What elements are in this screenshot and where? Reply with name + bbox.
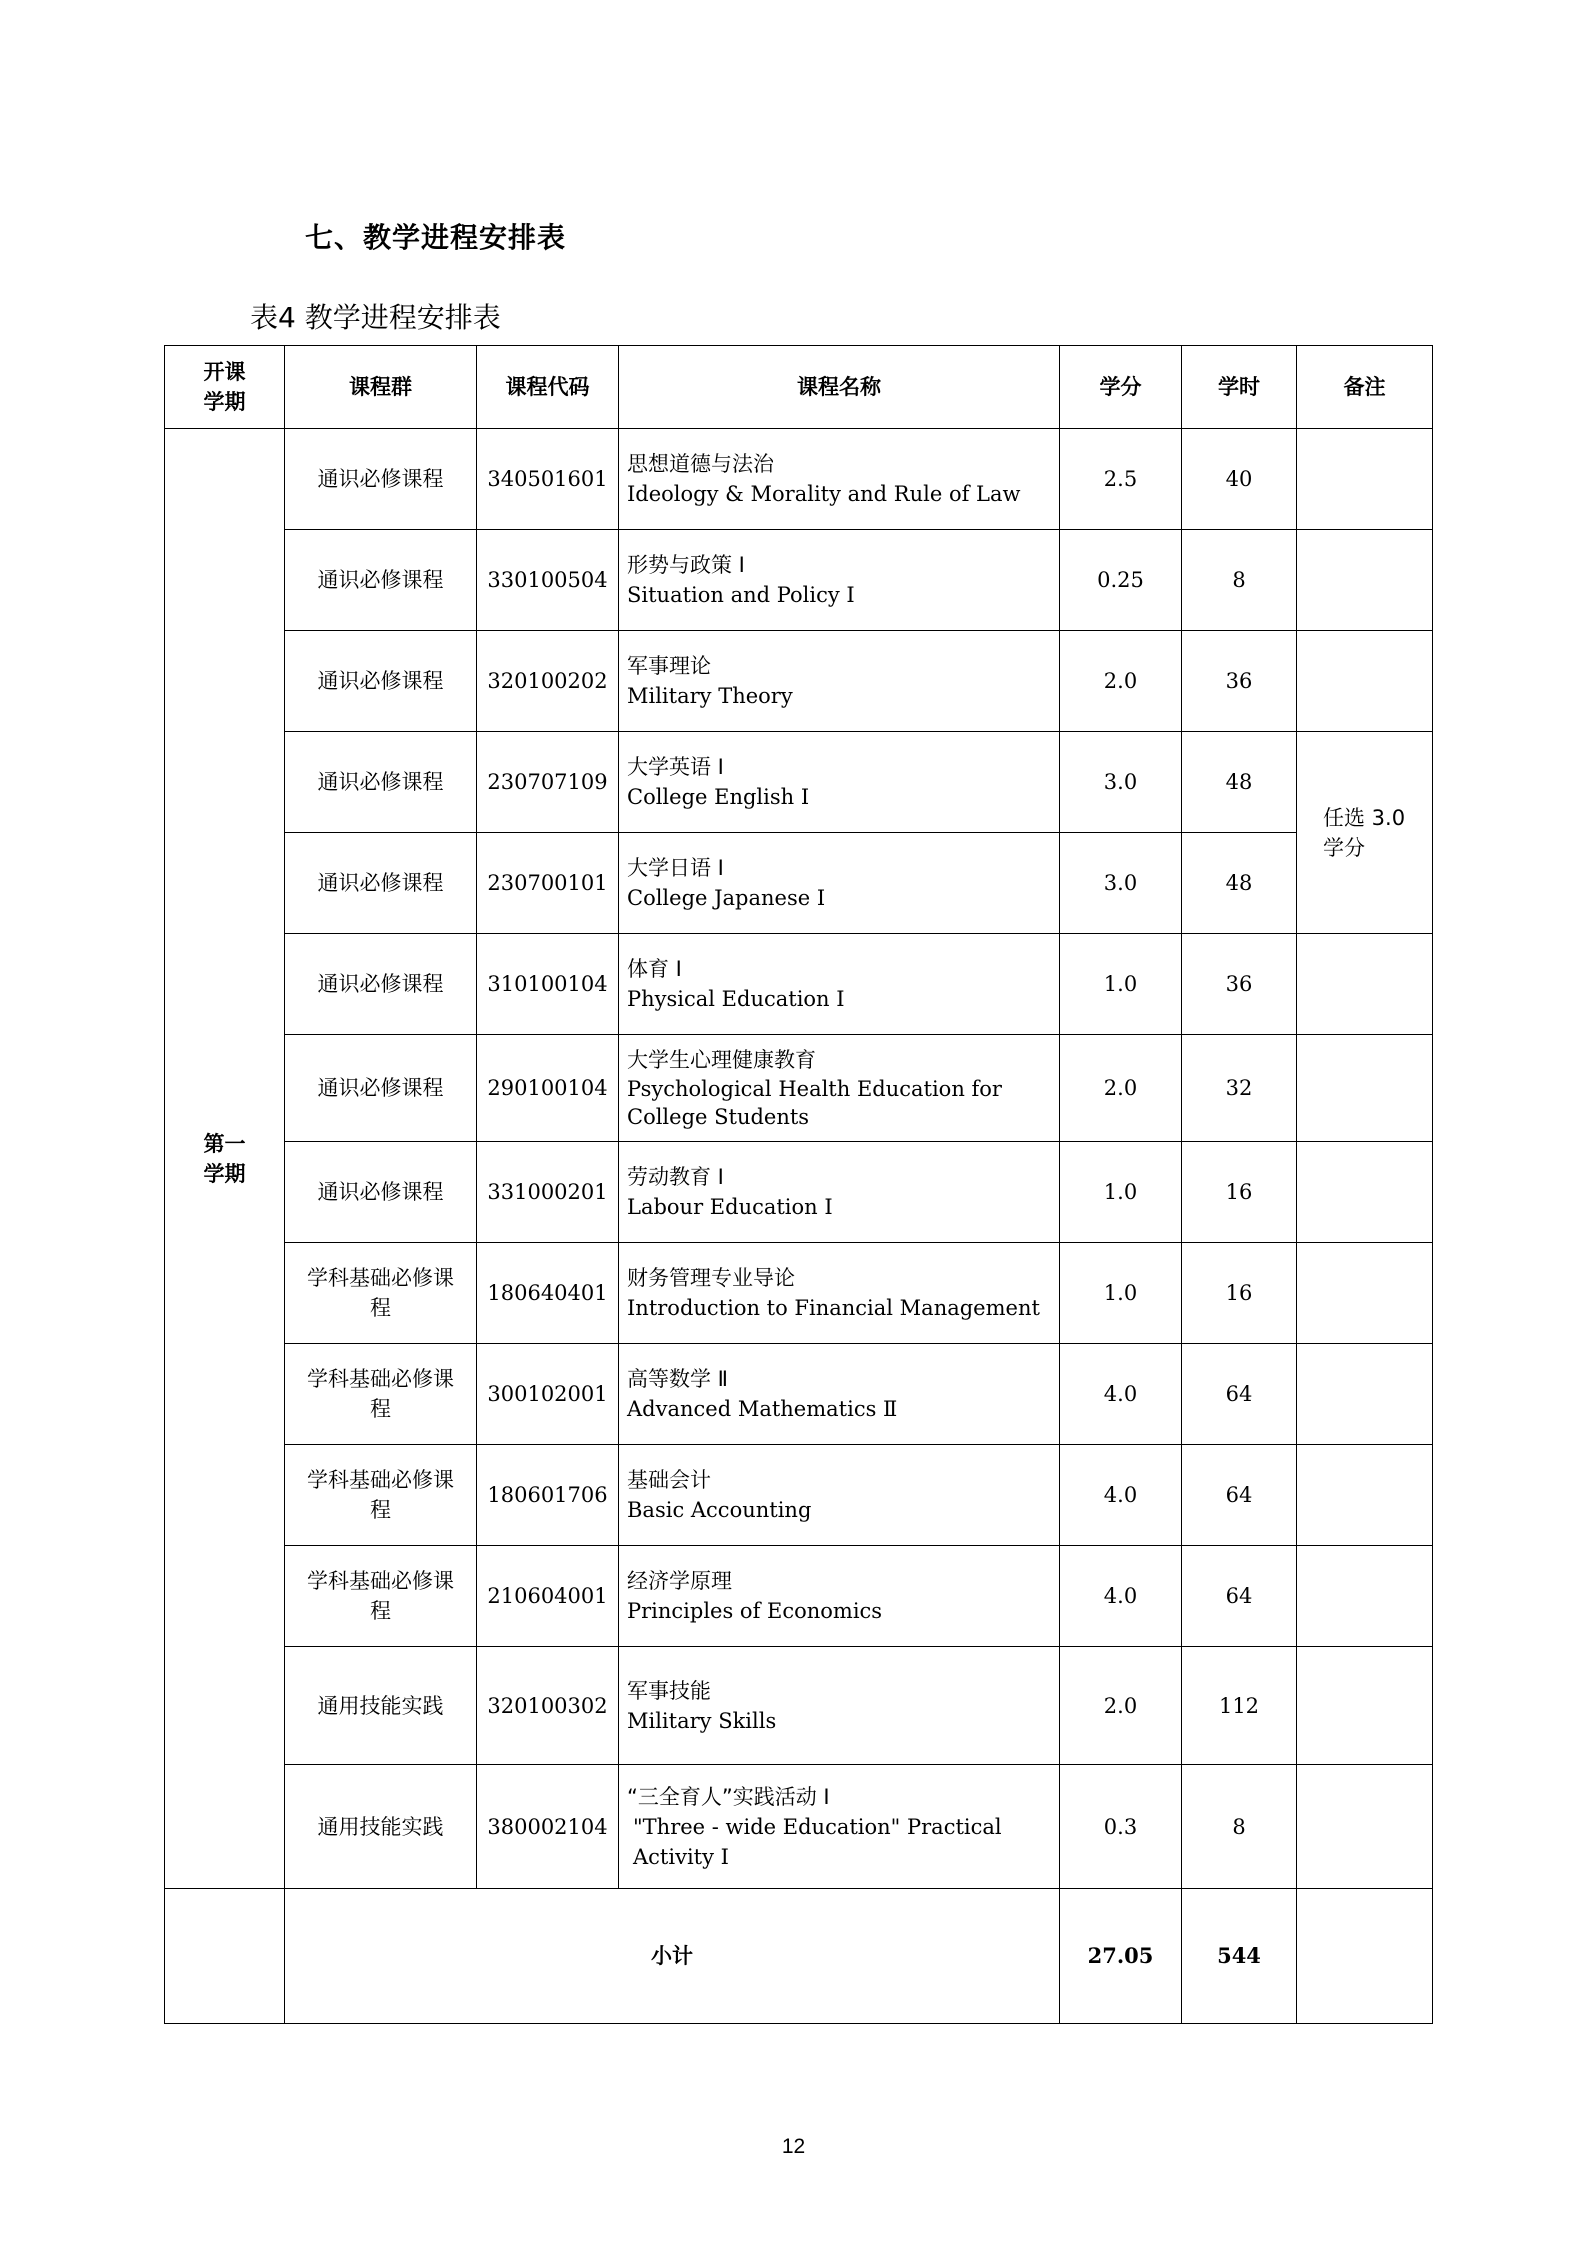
credit-cell: 0.25 (1060, 530, 1182, 631)
name-zh: 大学英语 Ⅰ (627, 755, 724, 779)
hours-cell: 112 (1182, 1647, 1297, 1765)
code-cell: 320100202 (477, 631, 619, 732)
note-cell (1297, 1445, 1433, 1546)
name-en: Labour Education Ⅰ (627, 1195, 833, 1219)
hours-cell: 36 (1182, 631, 1297, 732)
note-cell (1297, 530, 1433, 631)
name-zh: 形势与政策 Ⅰ (627, 553, 745, 577)
table-row (165, 530, 1433, 631)
name-en: Introduction to Financial Management (627, 1296, 1040, 1320)
group-cell: 通识必修课程 (285, 1142, 477, 1243)
table-caption: 表4 教学进程安排表 (250, 301, 501, 334)
table-row (165, 1344, 1433, 1445)
code-cell: 230700101 (477, 833, 619, 934)
note-cell (1297, 429, 1433, 530)
name-cell (619, 833, 1060, 934)
code-cell: 230707109 (477, 732, 619, 833)
name-cell (619, 1243, 1060, 1344)
code-cell: 340501601 (477, 429, 619, 530)
header-group: 课程群 (285, 346, 477, 429)
table-row (165, 1243, 1433, 1344)
note-cell (1297, 1142, 1433, 1243)
name-zh: 劳动教育 Ⅰ (627, 1165, 724, 1189)
subtotal-credit: 27.05 (1060, 1889, 1182, 2024)
section-title: 七、教学进程安排表 (305, 221, 567, 254)
credit-cell: 4.0 (1060, 1445, 1182, 1546)
subtotal-label: 小计 (285, 1889, 1060, 2024)
name-cell (619, 1035, 1060, 1142)
name-cell (619, 1546, 1060, 1647)
hours-cell: 36 (1182, 934, 1297, 1035)
table-row (165, 1445, 1433, 1546)
subtotal-hours: 544 (1182, 1889, 1297, 2024)
group-cell: 通用技能实践 (285, 1765, 477, 1889)
note-cell (1297, 631, 1433, 732)
table-row (165, 1546, 1433, 1647)
table-row (165, 1647, 1433, 1765)
name-en: College English Ⅰ (627, 785, 810, 809)
credit-cell: 2.0 (1060, 1647, 1182, 1765)
table-row (165, 1142, 1433, 1243)
credit-cell: 1.0 (1060, 1243, 1182, 1344)
hours-cell: 16 (1182, 1142, 1297, 1243)
name-zh: 思想道德与法治 (627, 452, 774, 476)
hours-cell: 64 (1182, 1445, 1297, 1546)
name-cell (619, 1344, 1060, 1445)
name-en: Military Skills (627, 1708, 777, 1733)
code-cell: 330100504 (477, 530, 619, 631)
note-cell (1297, 1765, 1433, 1889)
name-en: Psychological Health Education for College Students (627, 1077, 1002, 1129)
header-semester: 开课学期 (165, 346, 285, 429)
name-cell (619, 1647, 1060, 1765)
code-cell: 310100104 (477, 934, 619, 1035)
name-cell (619, 1142, 1060, 1243)
code-cell: 180601706 (477, 1445, 619, 1546)
credit-cell: 1.0 (1060, 1142, 1182, 1243)
note-cell (1297, 1243, 1433, 1344)
name-en: Principles of Economics (627, 1599, 883, 1623)
name-en: Physical Education Ⅰ (627, 987, 845, 1011)
credit-cell: 2.0 (1060, 631, 1182, 732)
table-row (165, 429, 1433, 530)
group-cell: 通识必修课程 (285, 934, 477, 1035)
name-zh: 经济学原理 (627, 1569, 732, 1593)
note-cell (1297, 1647, 1433, 1765)
name-cell (619, 1765, 1060, 1889)
table-row (165, 732, 1433, 833)
group-cell: 通识必修课程 (285, 833, 477, 934)
hours-cell: 32 (1182, 1035, 1297, 1142)
header-hours: 学时 (1182, 346, 1297, 429)
name-zh: 财务管理专业导论 (627, 1266, 795, 1290)
table-row (165, 1765, 1433, 1889)
elective-note-cell: 任选 3.0学分 (1297, 732, 1433, 934)
subtotal-empty-cell (165, 1889, 285, 2024)
code-cell: 320100302 (477, 1647, 619, 1765)
name-zh: 高等数学 Ⅱ (627, 1367, 729, 1391)
subtotal-note (1297, 1889, 1433, 2024)
name-en: "Three - wide Education" Practical Activity Ⅰ (633, 1814, 1002, 1869)
header-name: 课程名称 (619, 346, 1060, 429)
credit-cell: 1.0 (1060, 934, 1182, 1035)
name-en: Situation and Policy Ⅰ (627, 583, 855, 607)
credit-cell: 2.5 (1060, 429, 1182, 530)
name-cell (619, 530, 1060, 631)
note-cell (1297, 1546, 1433, 1647)
table-row (165, 631, 1433, 732)
code-cell: 331000201 (477, 1142, 619, 1243)
hours-cell: 64 (1182, 1546, 1297, 1647)
hours-cell: 8 (1182, 1765, 1297, 1889)
name-cell (619, 631, 1060, 732)
name-en: Basic Accounting (627, 1498, 812, 1522)
group-cell: 学科基础必修课程 (285, 1546, 477, 1647)
code-cell: 290100104 (477, 1035, 619, 1142)
subtotal-row (165, 1889, 1433, 2024)
code-cell: 210604001 (477, 1546, 619, 1647)
credit-cell: 4.0 (1060, 1546, 1182, 1647)
hours-cell: 8 (1182, 530, 1297, 631)
name-zh: 军事理论 (627, 654, 711, 678)
code-cell: 380002104 (477, 1765, 619, 1889)
header-code: 课程代码 (477, 346, 619, 429)
semester-cell: 第一学期 (165, 429, 285, 1889)
table-row (165, 934, 1433, 1035)
table-row (165, 833, 1433, 934)
name-zh: 大学生心理健康教育 (627, 1048, 816, 1072)
group-cell: 通识必修课程 (285, 732, 477, 833)
schedule-table (164, 345, 1433, 2024)
page-number: 12 (781, 2135, 806, 2158)
credit-cell: 3.0 (1060, 732, 1182, 833)
credit-cell: 3.0 (1060, 833, 1182, 934)
group-cell: 学科基础必修课程 (285, 1344, 477, 1445)
code-cell: 180640401 (477, 1243, 619, 1344)
code-cell: 300102001 (477, 1344, 619, 1445)
name-en: College Japanese Ⅰ (627, 886, 826, 910)
note-cell (1297, 1344, 1433, 1445)
credit-cell: 4.0 (1060, 1344, 1182, 1445)
group-cell: 通识必修课程 (285, 429, 477, 530)
note-cell (1297, 1035, 1433, 1142)
name-zh: 基础会计 (627, 1468, 711, 1492)
hours-cell: 16 (1182, 1243, 1297, 1344)
name-cell (619, 934, 1060, 1035)
group-cell: 通识必修课程 (285, 631, 477, 732)
hours-cell: 48 (1182, 833, 1297, 934)
table-row (165, 1035, 1433, 1142)
note-cell (1297, 934, 1433, 1035)
header-credit: 学分 (1060, 346, 1182, 429)
credit-cell: 2.0 (1060, 1035, 1182, 1142)
group-cell: 通识必修课程 (285, 530, 477, 631)
name-en: Military Theory (627, 684, 793, 708)
group-cell: 通用技能实践 (285, 1647, 477, 1765)
name-cell (619, 429, 1060, 530)
group-cell: 学科基础必修课程 (285, 1243, 477, 1344)
name-cell (619, 1445, 1060, 1546)
name-zh: 军事技能 (627, 1678, 711, 1703)
name-cell (619, 732, 1060, 833)
credit-cell: 0.3 (1060, 1765, 1182, 1889)
hours-cell: 64 (1182, 1344, 1297, 1445)
hours-cell: 40 (1182, 429, 1297, 530)
name-en: Advanced Mathematics Ⅱ (627, 1397, 898, 1421)
group-cell: 通识必修课程 (285, 1035, 477, 1142)
name-zh: “三全育人”实践活动 Ⅰ (627, 1784, 830, 1809)
group-cell: 学科基础必修课程 (285, 1445, 477, 1546)
name-zh: 体育 Ⅰ (627, 957, 682, 981)
header-note: 备注 (1297, 346, 1433, 429)
hours-cell: 48 (1182, 732, 1297, 833)
name-zh: 大学日语 Ⅰ (627, 856, 724, 880)
header-row (165, 346, 1433, 429)
name-en: Ideology & Morality and Rule of Law (627, 482, 1021, 506)
